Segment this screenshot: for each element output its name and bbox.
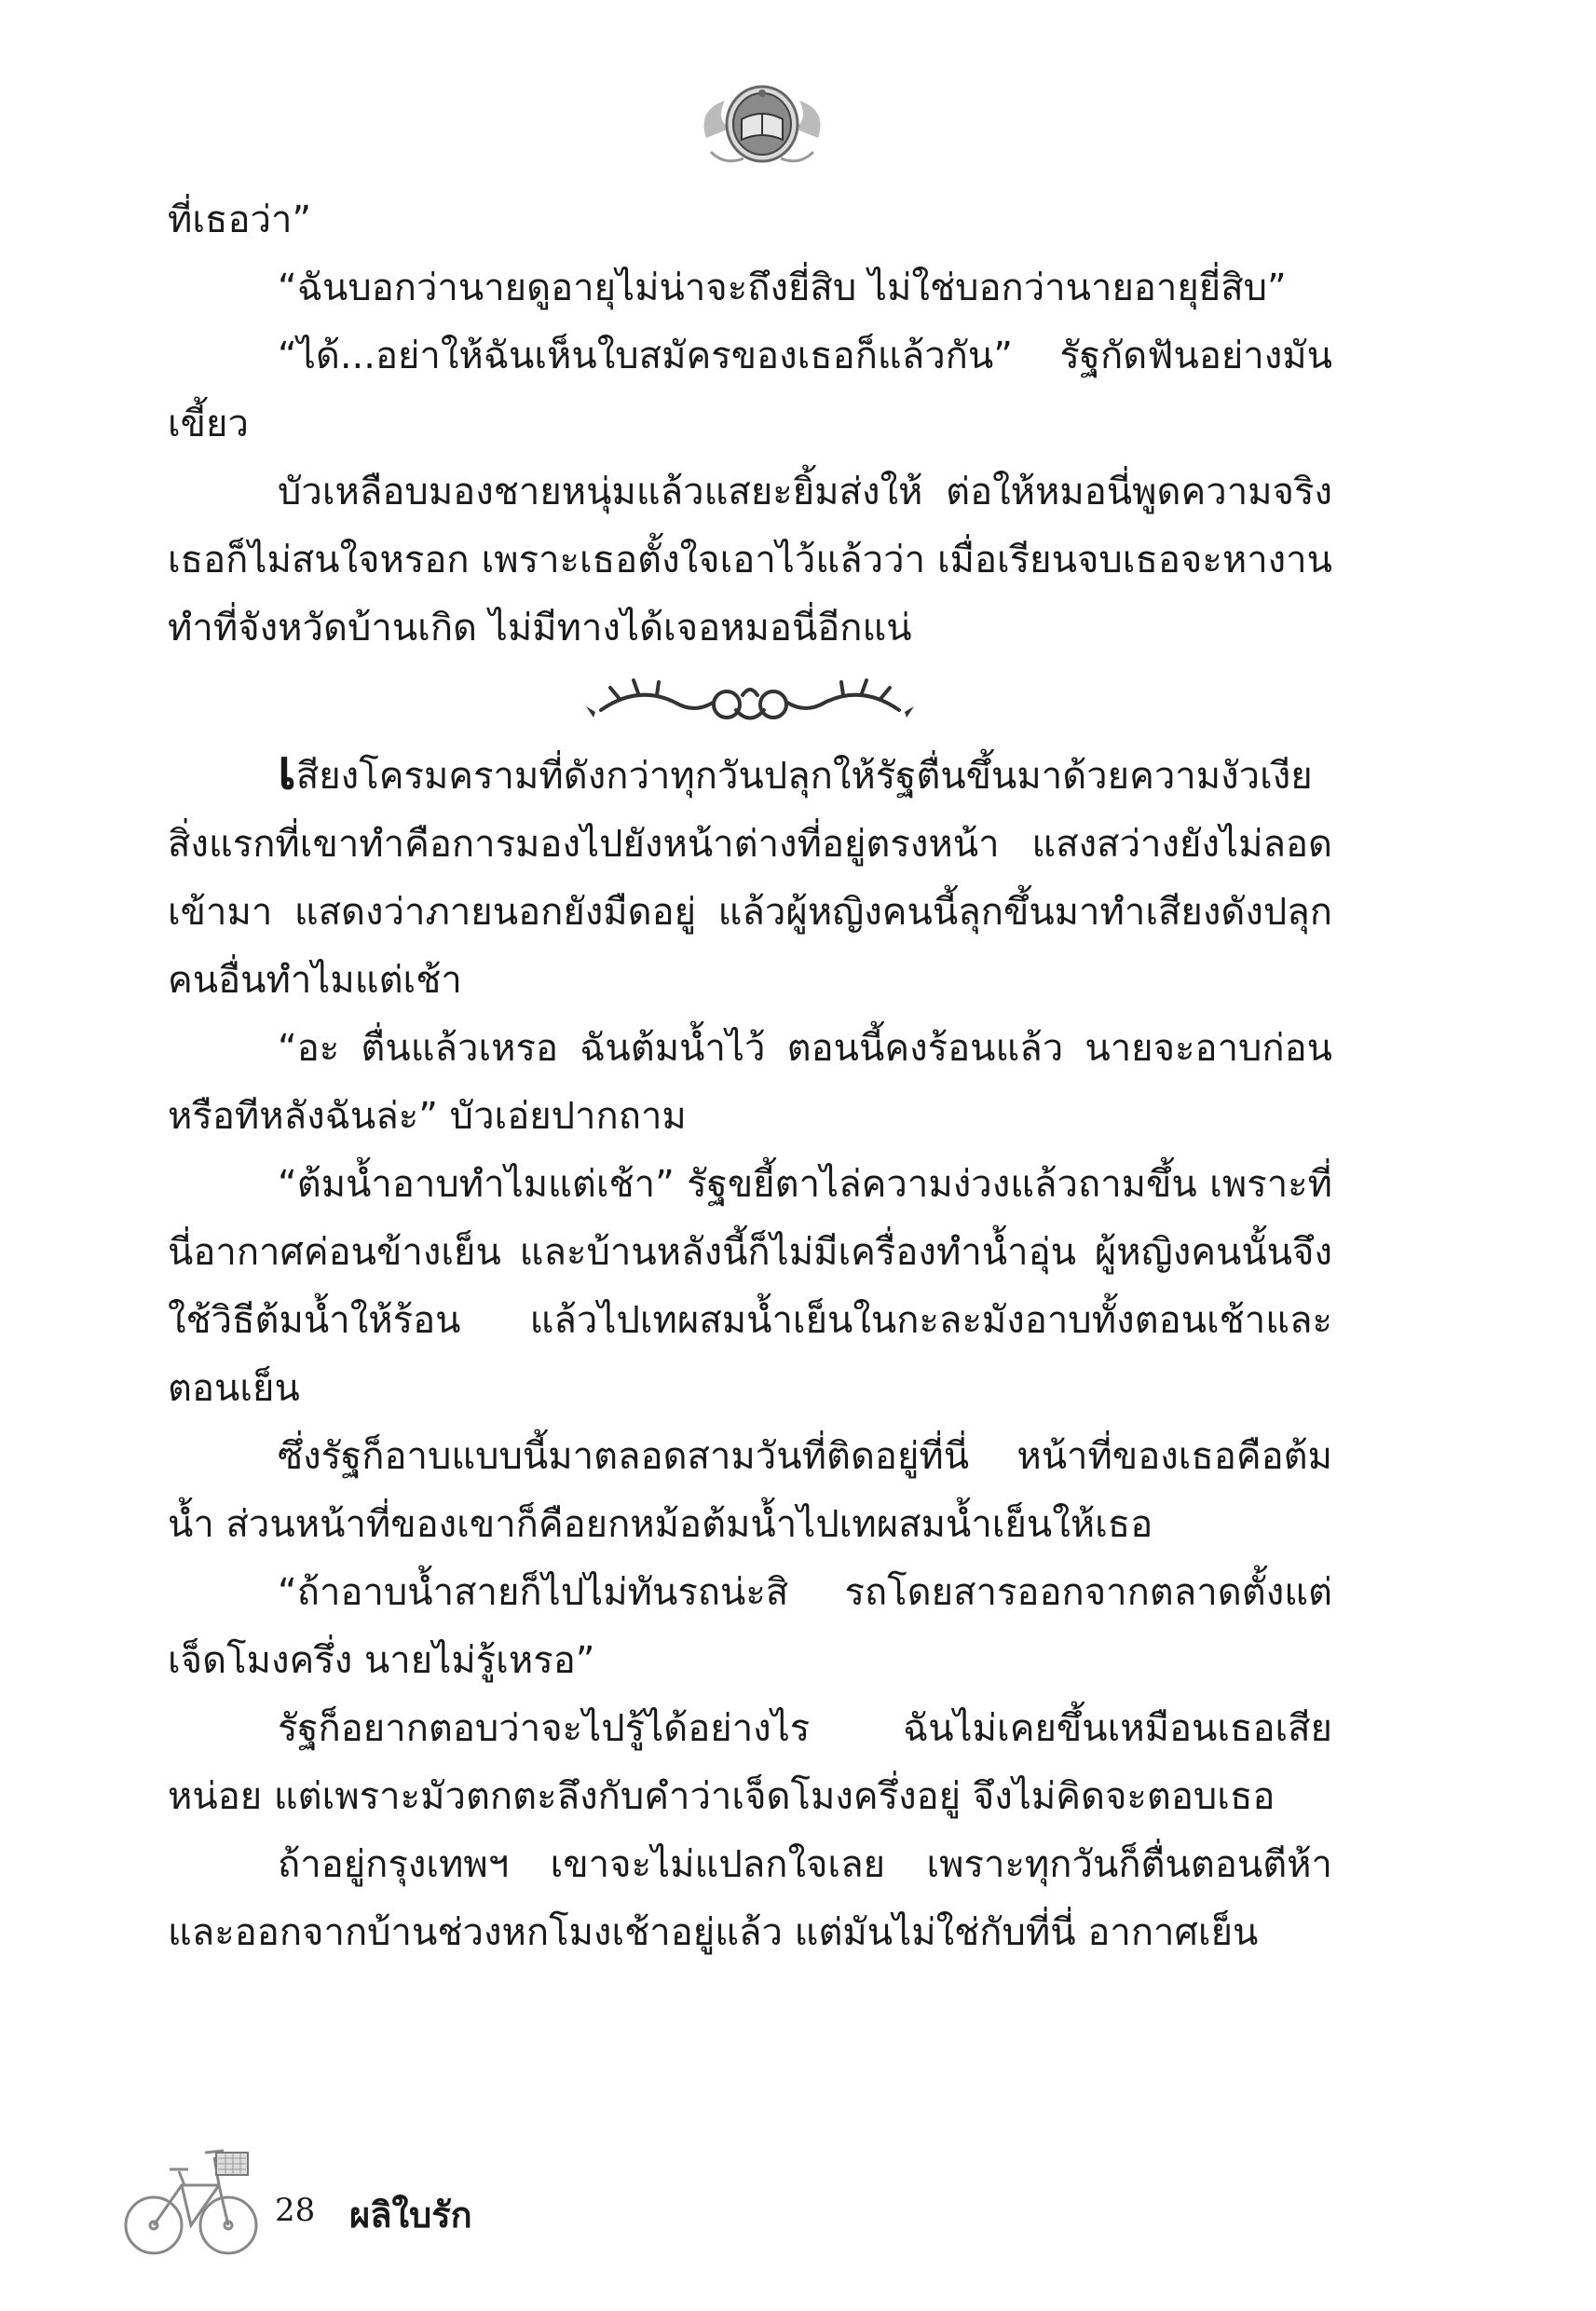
paragraph: ซึ่งรัฐก็อาบแบบนี้มาตลอดสามวันที่ติดอยู่ที่นี่ หน้าที่ของเธอคือต้มน้ำ ส่วนหน้าที่ของเขาก็คือยกหม้อต้มน้ำไปเทผสมน้ำเย็นให้เธอ xyxy=(168,1435,1332,1546)
page-footer xyxy=(121,2125,680,2274)
paragraph: “ได้...อย่าให้ฉันเห็นใบสมัครของเธอก็แล้วกัน” รัฐกัดฟันอย่างมันเขี้ยว xyxy=(168,335,1332,445)
paragraph: “อะ ตื่นแล้วเหรอ ฉันต้มน้ำไว้ ตอนนี้คงร้อนแล้ว นายจะอาบก่อนหรือทีหลังฉันล่ะ” บัวเอ่ยปากถาม xyxy=(168,1027,1332,1138)
paragraph: บัวเหลือบมองชายหนุ่มแล้วแสยะยิ้มส่งให้ ต่อให้หมอนี่พูดความจริงเธอก็ไม่สนใจหรอก เพราะเธอตั้งใจเอาไว้แล้วว่า เมื่อเรียนจบเธอจะหางานทำที่จังหวัดบ้านเกิด ไม่มีทางได้เจอหมอนี่อีกแน่ xyxy=(168,471,1332,650)
paragraph: “ฉันบอกว่านายดูอายุไม่น่าจะถึงยี่สิบ ไม่ใช่บอกว่านายอายุยี่สิบ” xyxy=(278,267,1287,309)
ornamental-vine-divider-icon xyxy=(582,675,918,731)
ornate-book-crest-icon xyxy=(688,73,837,175)
body-text xyxy=(168,186,1332,1967)
paragraph: ถ้าอยู่กรุงเทพฯ เขาจะไม่แปลกใจเลย เพราะทุกวันก็ตื่นตอนตีห้า และออกจากบ้านช่วงหกโมงเช้าอยู่แล้ว แต่มันไม่ใช่กับที่นี่ อากาศเย็น xyxy=(168,1843,1332,1954)
drop-cap: เ xyxy=(278,738,296,801)
paragraph xyxy=(168,738,1332,1015)
paragraph: ที่เธอว่า” xyxy=(168,198,312,241)
paragraph: “ถ้าอาบน้ำสายก็ไปไม่ทันรถน่ะสิ รถโดยสารออกจากตลาดตั้งแต่เจ็ดโมงครึ่ง นายไม่รู้เหรอ” xyxy=(168,1571,1332,1682)
paragraph: รัฐก็อยากตอบว่าจะไปรู้ได้อย่างไร ฉันไม่เคยขึ้นเหมือนเธอเสียหน่อย แต่เพราะมัวตกตะลึงกับคำว่าเจ็ดโมงครึ่งอยู่ จึงไม่คิดจะตอบเธอ xyxy=(168,1707,1332,1818)
section-divider xyxy=(168,663,1332,743)
paragraph: “ต้มน้ำอาบทำไมแต่เช้า” รัฐขยี้ตาไล่ความง่วงแล้วถามขึ้น เพราะที่นี่อากาศค่อนข้างเย็น และบ้านหลังนี้ก็ไม่มีเครื่องทำน้ำอุ่น ผู้หญิงคนนั้นจึงใช้วิธีต้มน้ำให้ร้อน แล้วไปเทผสมน้ำเย็นในกะละมังอาบทั้งตอนเช้าและตอนเย็น xyxy=(168,1163,1332,1410)
header-crest-logo xyxy=(688,73,837,175)
bicycle-with-basket-icon xyxy=(121,2125,261,2264)
book-title: ผลิใบรัก xyxy=(349,2195,472,2236)
page-number: 28 xyxy=(275,2192,316,2229)
paragraph-text: สียงโครมครามที่ดังกว่าทุกวันปลุกให้รัฐตื่นขึ้นมาด้วยความงัวเงีย สิ่งแรกที่เขาทำคือการมองไปยังหน้าต่างที่อยู่ตรงหน้า แสงสว่างยังไม่ลอดเข้ามา แสดงว่าภายนอกยังมืดอยู่ แล้วผู้หญิงคนนี้ลุกขึ้นมาทำเสียงดังปลุกคนอื่นทำไมแต่เช้า xyxy=(168,755,1332,1002)
